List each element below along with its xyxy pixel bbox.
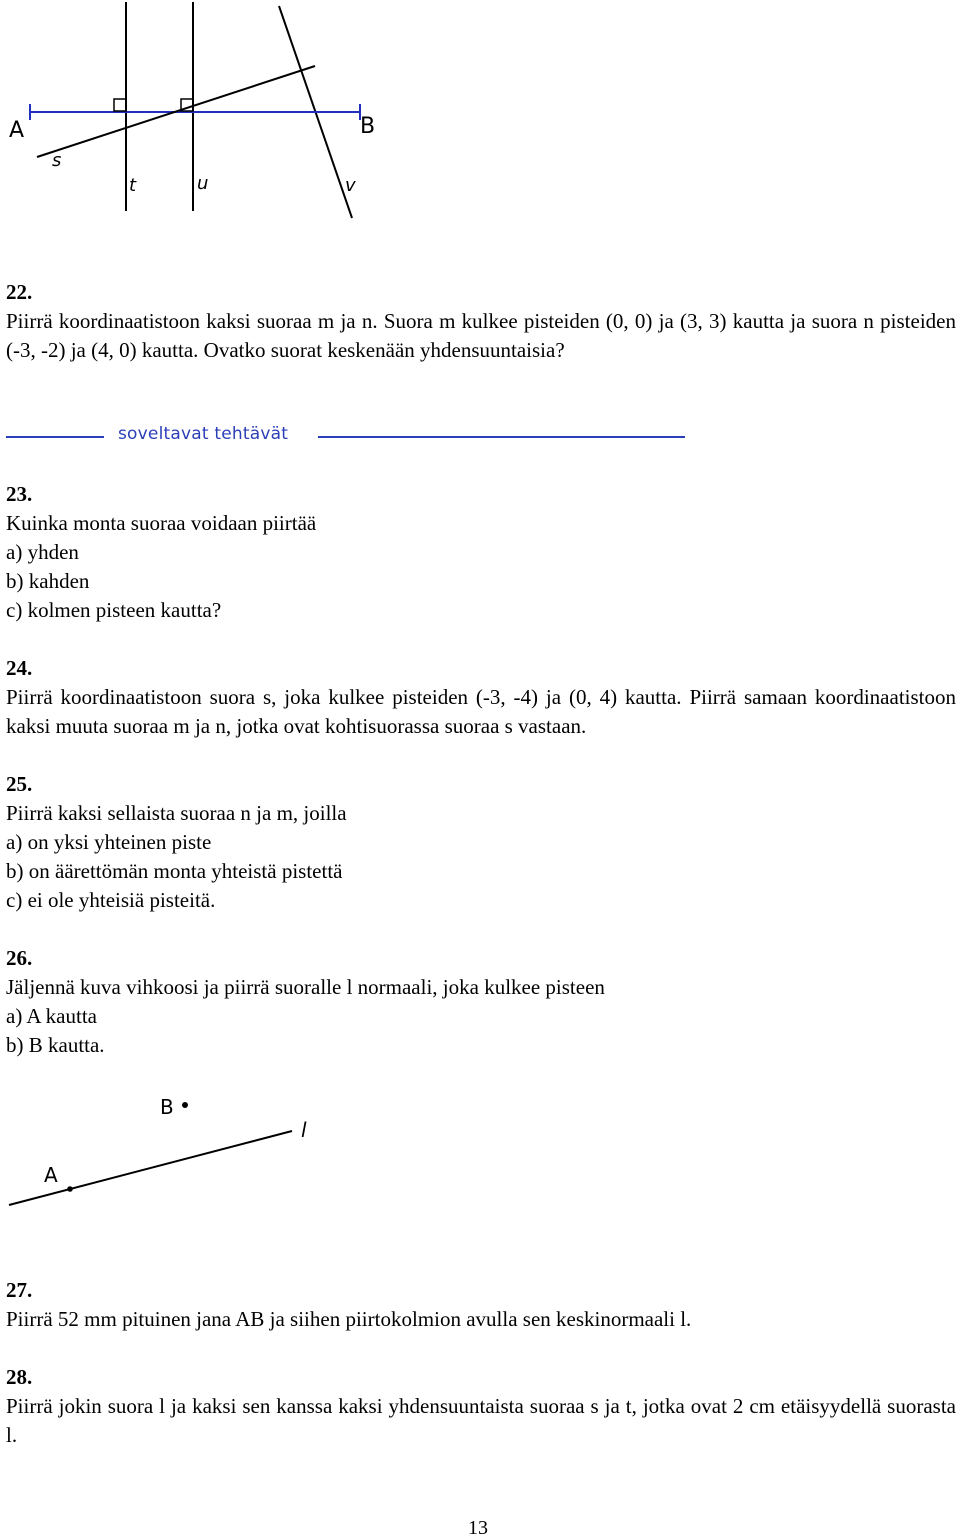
task-25-intro: Piirrä kaksi sellaista suoraa n ja m, joilla [6,801,347,825]
label-b: B [360,114,376,139]
task-23-option-a: a) yhden [6,540,79,564]
label-t: t [129,175,137,196]
task-26-intro: Jäljennä kuva vihkoosi ja piirrä suoralle l normaali, joka kulkee pisteen [6,975,605,999]
task-24-text: Piirrä koordinaatistoon suora s, joka kulkee pisteiden (-3, -4) ja (0, 4) kautta. Piirrä samaan koordinaatistoon kaksi muuta suoraa m ja n, jotka ovat kohtisuorassa suoraa s vastaan. [6,685,956,738]
label-u: u [197,173,209,194]
fig2-label-l: l [301,1118,307,1142]
figure-normal-diagram [0,1085,340,1215]
task-27-number: 27. [6,1278,33,1302]
task-23-option-b: b) kahden [6,569,90,593]
fig2-label-b: B [160,1095,174,1119]
point-a-dot [67,1186,73,1192]
task-25-option-a: a) on yksi yhteinen piste [6,830,212,854]
right-angle-mark-t [114,99,126,111]
page-number: 13 [468,1517,488,1539]
task-25-number: 25. [6,772,33,796]
task-28-text: Piirrä jokin suora l ja kaksi sen kanssa kaksi yhdensuuntaista suoraa s ja t, jotka ovat 2 cm etäisyydellä suorasta l. [6,1394,956,1447]
task-22-number: 22. [6,280,33,304]
label-a: A [9,118,25,143]
section-label: soveltavat tehtävät [118,424,289,444]
task-26-number: 26. [6,946,33,970]
task-23-option-c: c) kolmen pisteen kautta? [6,598,222,622]
task-22-text: Piirrä koordinaatistoon kaksi suoraa m ja n. Suora m kulkee pisteiden (0, 0) ja (3, 3) kautta ja suora n pisteiden (-3, -2) ja (4, 0) kautta. Ovatko suorat keskenään yhdensuuntaisia? [6,309,956,362]
section-divider-right [318,436,685,438]
task-28-number: 28. [6,1365,33,1389]
fig2-label-a: A [44,1163,58,1187]
figure-lines-diagram [0,0,400,225]
task-27-text: Piirrä 52 mm pituinen jana AB ja siihen piirtokolmion avulla sen keskinormaali l. [6,1307,692,1331]
label-s: s [52,150,62,171]
task-24-number: 24. [6,656,33,680]
label-v: v [345,175,356,196]
section-divider-left [6,436,104,438]
task-26-option-b: b) B kautta. [6,1033,105,1057]
task-25-option-b: b) on äärettömän monta yhteistä pistettä [6,859,343,883]
task-26-option-a: a) A kautta [6,1004,97,1028]
task-23-intro: Kuinka monta suoraa voidaan piirtää [6,511,317,535]
point-b-dot [182,1102,188,1108]
task-25-option-c: c) ei ole yhteisiä pisteitä. [6,888,216,912]
task-23-number: 23. [6,482,33,506]
